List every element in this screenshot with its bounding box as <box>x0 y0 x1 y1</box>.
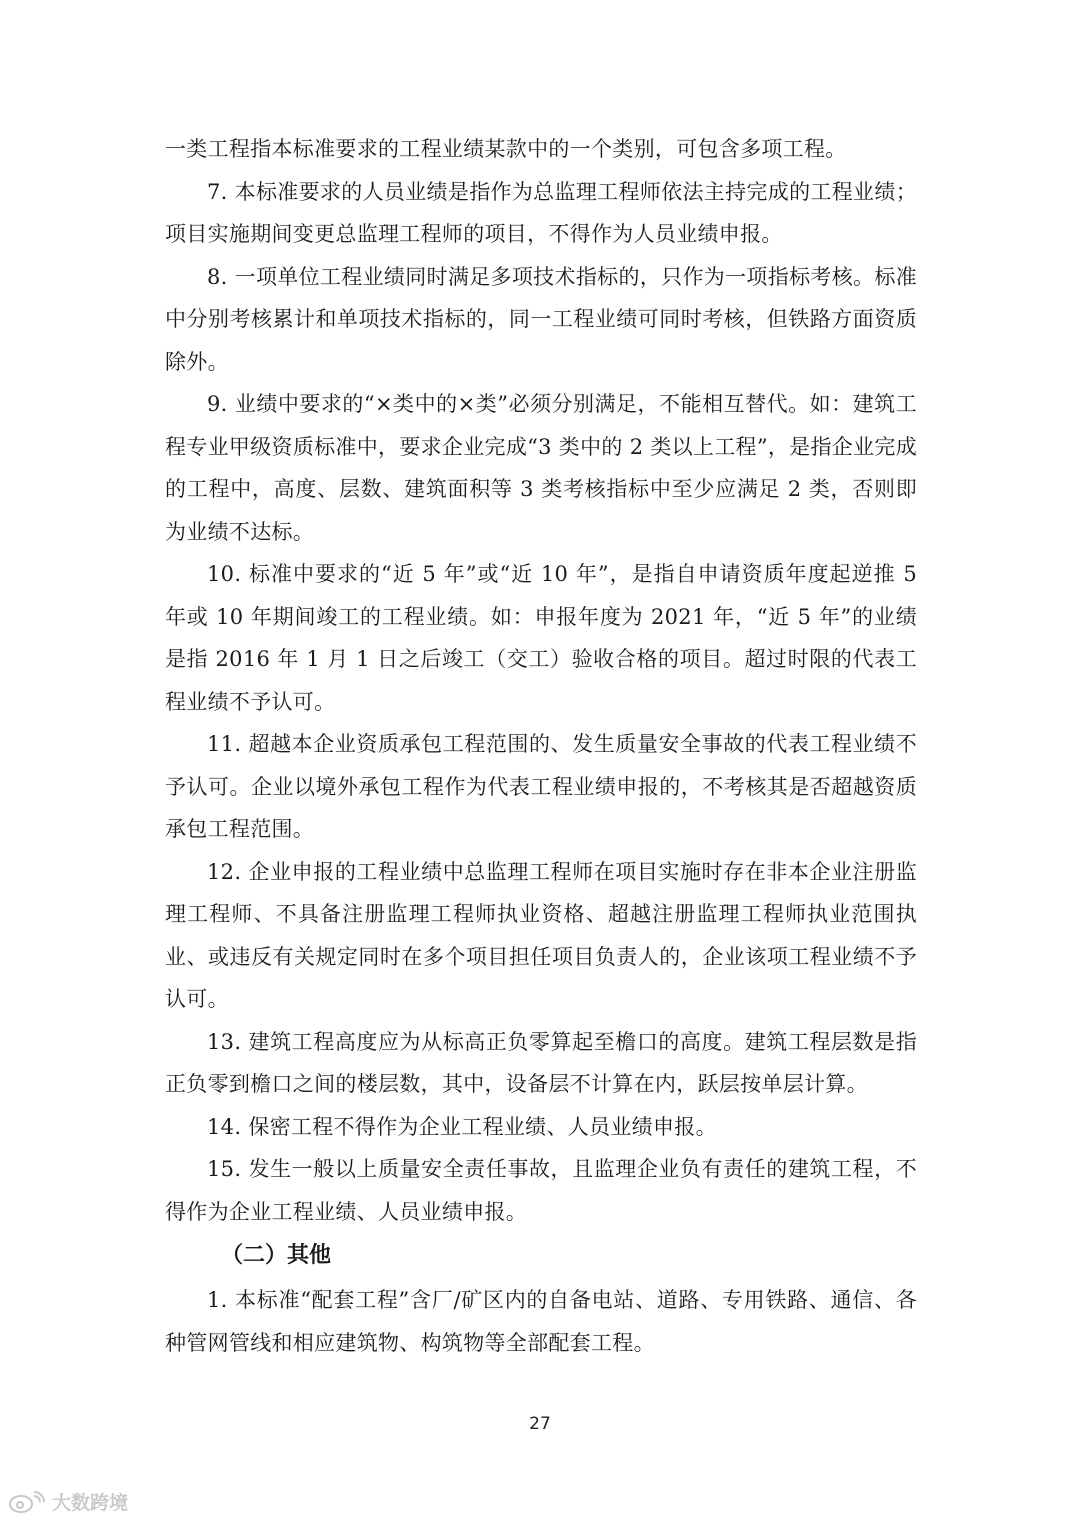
weibo-logo-icon <box>8 1490 48 1514</box>
paragraph-item-14: 14. 保密工程不得作为企业工程业绩、人员业绩申报。 <box>207 1114 717 1139</box>
page-number: 27 <box>529 1414 551 1434</box>
paragraph-item-11: 11. 超越本企业资质承包工程范围的、发生质量安全事故的代表工程业绩不予认可。企业以境外承包工程作为代表工程业绩申报的，不考核其是否超越资质承包工程范围。 <box>165 732 917 841</box>
paragraph-item-7: 7. 本标准要求的人员业绩是指作为总监理工程师依法主持完成的工程业绩；项目实施期间变更总监理工程师的项目，不得作为人员业绩申报。 <box>165 179 917 246</box>
paragraph-continuation: 一类工程指本标准要求的工程业绩某款中的一个类别，可包含多项工程。 <box>165 137 847 161</box>
paragraph-other-item-1: 1. 本标准“配套工程”含厂/矿区内的自备电站、道路、专用铁路、通信、各种管网管线和相应建筑物、构筑物等全部配套工程。 <box>165 1288 917 1355</box>
paragraph-item-9: 9. 业绩中要求的“×类中的×类”必须分别满足，不能相互替代。如：建筑工程专业甲级资质标准中，要求企业完成“3 类中的 2 类以上工程”，是指企业完成的工程中，高度、层数、建筑面积等 3 类考核指标中至少应满足 2 类，否则即为业绩不达标。 <box>165 392 917 544</box>
paragraph-item-10: 10. 标准中要求的“近 5 年”或“近 10 年”，是指自申请资质年度起逆推 5 年或 10 年期间竣工的工程业绩。如：申报年度为 2021 年，“近 5 年”的业绩是指 2016 年 1 月 1 日之后竣工（交工）验收合格的项目。超过时限的代表工程业绩不予认可。 <box>165 562 917 714</box>
document-body <box>165 128 917 1364</box>
paragraph-item-8: 8. 一项单位工程业绩同时满足多项技术指标的，只作为一项指标考核。标准中分别考核累计和单项技术指标的，同一工程业绩可同时考核，但铁路方面资质除外。 <box>165 264 917 374</box>
watermark <box>8 1488 128 1515</box>
paragraph-item-15: 15. 发生一般以上质量安全责任事故，且监理企业负有责任的建筑工程，不得作为企业工程业绩、人员业绩申报。 <box>165 1157 917 1224</box>
section-heading-other: （二）其他 <box>221 1243 332 1268</box>
paragraph-item-12: 12. 企业申报的工程业绩中总监理工程师在项目实施时存在非本企业注册监理工程师、不具备注册监理工程师执业资格、超越注册监理工程师执业范围执业、或违反有关规定同时在多个项目担任项目负责人的，企业该项工程业绩不予认可。 <box>165 859 917 1011</box>
paragraph-item-13: 13. 建筑工程高度应为从标高正负零算起至檐口的高度。建筑工程层数是指正负零到檐口之间的楼层数，其中，设备层不计算在内，跃层按单层计算。 <box>165 1029 917 1096</box>
watermark-text: 大数跨境 <box>52 1492 129 1514</box>
